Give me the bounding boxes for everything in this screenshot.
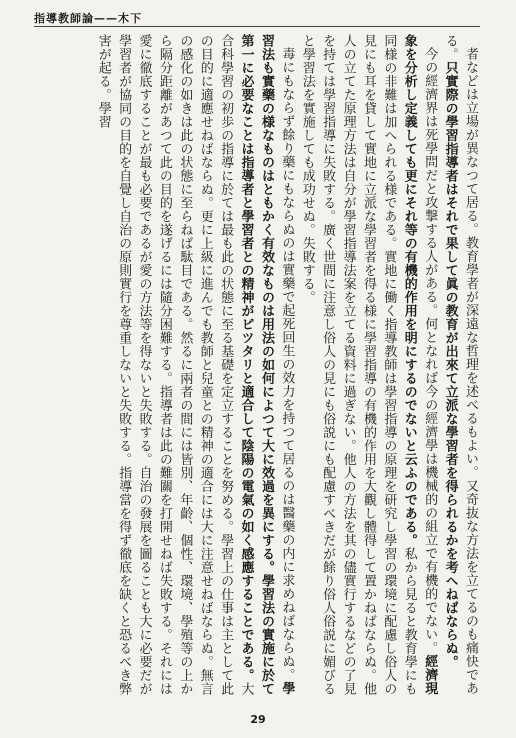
- running-header: 指導教師論——木下: [34, 12, 142, 25]
- paragraph: [439, 34, 480, 698]
- body-text-segment: 私から見ると教育學にも同様の非難は加へられる様である。實地に働く指導教師は學習指導の原理を研究し學習の環境に配慮し俗人の見にも耳を貸して實地に立派な學習者を得る様に學習指導の有機的作用を大觀し體得して置かねばならぬ。他人の立てた原理方法は自分が學習指導法案を立てる資料に過ぎない。他人の方法を其の儘實行するなどの了見を持ては學習指導に失敗する。廣く世間に注意し俗人の見にも俗説にも配慮すべきだが餘り俗人俗説に媚びると學習法を實施しても成功せぬ。失敗する。: [299, 34, 417, 696]
- body-text-segment: 大合科學習の初歩の指導に於ては最も此の状態に至る基礎を定立することを努める。學習上の仕事は主として此の目的に適應せねばならぬ。更に上級に進んでも教師と兒童との精神の適合には大に注意せねばならぬ。無言の感化の如きは此の状態に至らねば駄目である。然るに兩者の間には皆別、年齡、個性、環境、學殖等の上から隔分距離があつて此の目的を遂げるには隨分困難する。指導者は此の難關を打開せねば失敗する。それには愛に徹底することが最も必要であるが愛の方法等を得ないと失敗する。自治の發展を圖ることも大に必要だが學習者が協同の目的を自覺し自治の原則實行を尊重しないと失敗する。指導當を得ず徹底を缺くと恐るべき弊害が起る。學習: [95, 34, 254, 696]
- page-number: 29: [250, 713, 266, 726]
- paragraph: [296, 34, 439, 698]
- paragraph: [92, 34, 296, 698]
- emphasized-text: 經濟現象を分析し定義しても更にそれ等の有機的作用を明にするのでないと云ふのである。: [401, 34, 438, 695]
- header-rule: [34, 26, 480, 27]
- body-text: [34, 34, 480, 698]
- emphasized-text: 學習法も實藥の様なものはともかく有效なものは用法の如何によつて大に效過を異にする。: [258, 34, 295, 695]
- body-text-segment: 今の經濟界は死學問だと攻撃する人がある。何となれば今の經濟學は機械的の組立で有機的でない。: [422, 47, 438, 655]
- body-text-segment: 毒にもならず餘り藥にもならぬのは實藥で起死回生の效力を持つて居るのは醫藥の内に求めねばならぬ。: [279, 47, 295, 682]
- emphasized-text: 學習法の實施に於て第一に必要なことは指導者と學習者との精神がピツタリと適合して陰陽の電氣の如く感應することである。: [238, 34, 274, 696]
- body-text-segment: 者などは立場が異なつて居る。教育學者が深遠な哲理を述べるもよい。又奇抜な方法を立てるのも痛快である。: [442, 34, 478, 695]
- emphasized-text: 只實際の學習指導者はそれで果して眞の教育が出來て立派な學習者を得られるかを考へねばならぬ。: [442, 61, 458, 669]
